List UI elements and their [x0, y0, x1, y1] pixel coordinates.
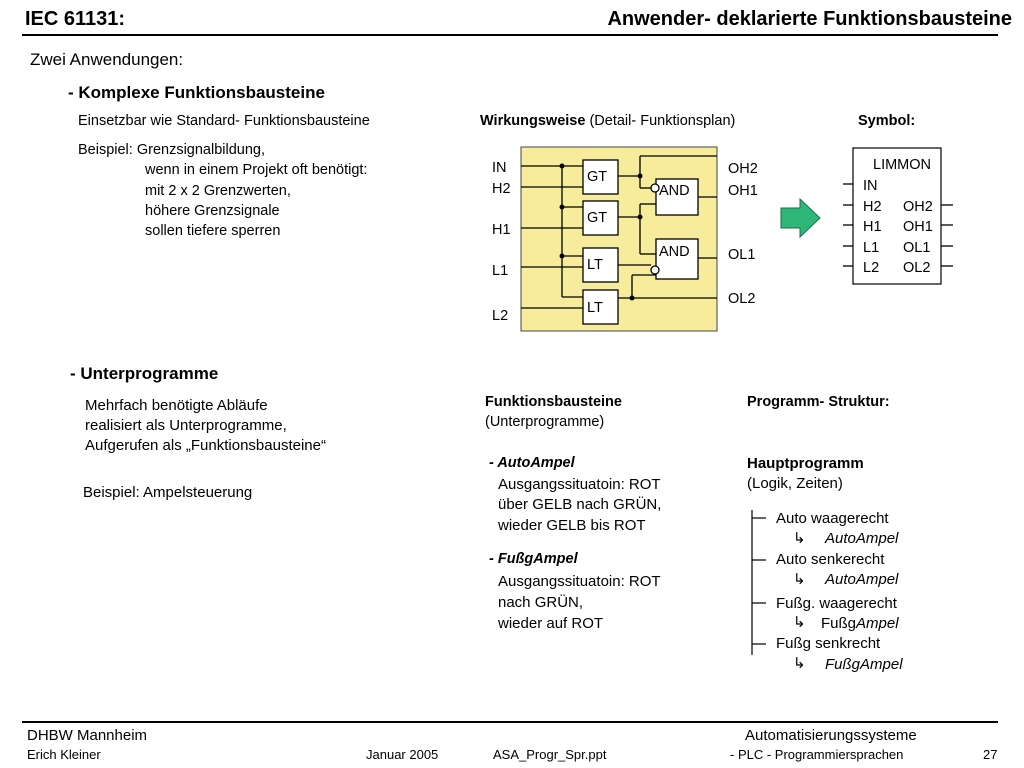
- symbol-pin: H1: [863, 219, 882, 235]
- fb-item-line: wieder auf ROT: [498, 615, 604, 632]
- footer-date: Januar 2005: [366, 747, 439, 762]
- program-main-sub: (Logik, Zeiten): [747, 475, 843, 492]
- fb-item-line: Ausgangssituatoin: ROT: [498, 476, 661, 493]
- footer-rule: [22, 721, 998, 723]
- symbol-pin: OH2: [903, 199, 933, 215]
- fbd-output-label: OH1: [728, 183, 758, 199]
- fbd-heading-rest: (Detail- Funktionsplan): [589, 113, 736, 129]
- symbol-pin: L1: [863, 240, 880, 256]
- symbol-pin: OL2: [903, 260, 931, 276]
- call-arrow-icon: ↳: [793, 614, 806, 631]
- call-arrow-icon: ↳: [793, 571, 806, 588]
- fb-list-subheading: (Unterprogramme): [485, 414, 605, 430]
- section1-example-line: höhere Grenzsignale: [145, 203, 280, 219]
- symbol-heading: Symbol:: [858, 113, 916, 129]
- section1-example-line: mit 2 x 2 Grenzwerten,: [145, 183, 291, 199]
- fb-item-line: nach GRÜN,: [498, 594, 584, 611]
- header-left: IEC 61131:: [25, 8, 126, 30]
- fb-item-name: - FußgAmpel: [489, 551, 578, 567]
- program-call: FußgAmpel: [825, 656, 903, 673]
- symbol-name: LIMMON: [873, 157, 931, 173]
- program-entry: Auto senkerecht: [776, 551, 885, 568]
- section1-title: - Komplexe Funktionsbausteine: [68, 83, 325, 102]
- fb-list-heading: Funktionsbausteine: [485, 394, 622, 410]
- fbd-input-label: H2: [492, 181, 511, 197]
- symbol-pin: OL1: [903, 240, 931, 256]
- section1-example-line: wenn in einem Projekt oft benötigt:: [145, 162, 368, 178]
- and-block-label: AND: [659, 183, 690, 199]
- header-title: Anwender- deklarierte Funktionsbausteine: [607, 8, 1012, 30]
- fbd-output-label: OH2: [728, 161, 758, 177]
- footer-subject: Automatisierungssysteme: [745, 727, 917, 744]
- program-entry: Auto waagerecht: [776, 510, 889, 527]
- section2-desc-line: Aufgerufen als „Funktionsbausteine“: [85, 437, 326, 454]
- footer-course: - PLC - Programmiersprachen: [730, 747, 904, 762]
- program-entry: Fußg senkrecht: [776, 635, 881, 652]
- footer-page-number: 27: [983, 747, 998, 762]
- program-main: Hauptprogramm: [747, 455, 864, 472]
- program-heading: Programm- Struktur:: [747, 394, 890, 410]
- and-block-label: AND: [659, 244, 690, 260]
- section2-desc-line: Mehrfach benötigte Abläufe: [85, 397, 268, 414]
- program-entry: Fußg. waagerecht: [776, 595, 897, 612]
- program-call-plain: Fußg: [821, 615, 857, 632]
- section1-example-line: sollen tiefere sperren: [145, 223, 281, 239]
- call-arrow-icon: ↳: [793, 530, 806, 547]
- fbd-input-label: L1: [492, 263, 509, 279]
- section1-usage: Einsetzbar wie Standard- Funktionsbausteine: [78, 113, 370, 129]
- footer-institution: DHBW Mannheim: [27, 727, 148, 744]
- arrow-right-icon: [781, 199, 820, 237]
- footer-author: Erich Kleiner: [27, 747, 101, 762]
- fbd-input-label: IN: [492, 160, 507, 176]
- fb-item-line: über GELB nach GRÜN,: [498, 496, 662, 513]
- lt-block-label: LT: [587, 257, 603, 273]
- gt-block-label: GT: [587, 169, 608, 185]
- fbd-output-label: OL1: [728, 247, 756, 263]
- fbd-input-label: L2: [492, 308, 509, 324]
- fbd-input-label: H1: [492, 222, 511, 238]
- section1-example-line: Beispiel: Grenzsignalbildung,: [78, 142, 265, 158]
- fbd-heading-bold: Wirkungsweise: [480, 113, 586, 129]
- call-arrow-icon: ↳: [793, 655, 806, 672]
- symbol-pin: OH1: [903, 219, 933, 235]
- intro-text: Zwei Anwendungen:: [30, 50, 184, 69]
- symbol-pin: H2: [863, 199, 882, 215]
- section2-example: Beispiel: Ampelsteuerung: [83, 484, 253, 501]
- footer-file: ASA_Progr_Spr.ppt: [493, 747, 607, 762]
- section2-title: - Unterprogramme: [70, 364, 219, 383]
- fbd-output-label: OL2: [728, 291, 756, 307]
- fb-item-name: - AutoAmpel: [489, 455, 575, 471]
- fb-item-line: Ausgangssituatoin: ROT: [498, 573, 661, 590]
- section2-desc-line: realisiert als Unterprogramme,: [85, 417, 287, 434]
- symbol-pin: L2: [863, 260, 880, 276]
- gt-block-label: GT: [587, 210, 608, 226]
- lt-block-label: LT: [587, 300, 603, 316]
- program-call: AutoAmpel: [825, 571, 899, 588]
- program-call: AutoAmpel: [825, 530, 899, 547]
- symbol-pin: IN: [863, 178, 878, 194]
- program-call: [821, 615, 899, 632]
- program-call-italic: Ampel: [856, 615, 899, 632]
- fb-item-line: wieder GELB bis ROT: [498, 517, 646, 534]
